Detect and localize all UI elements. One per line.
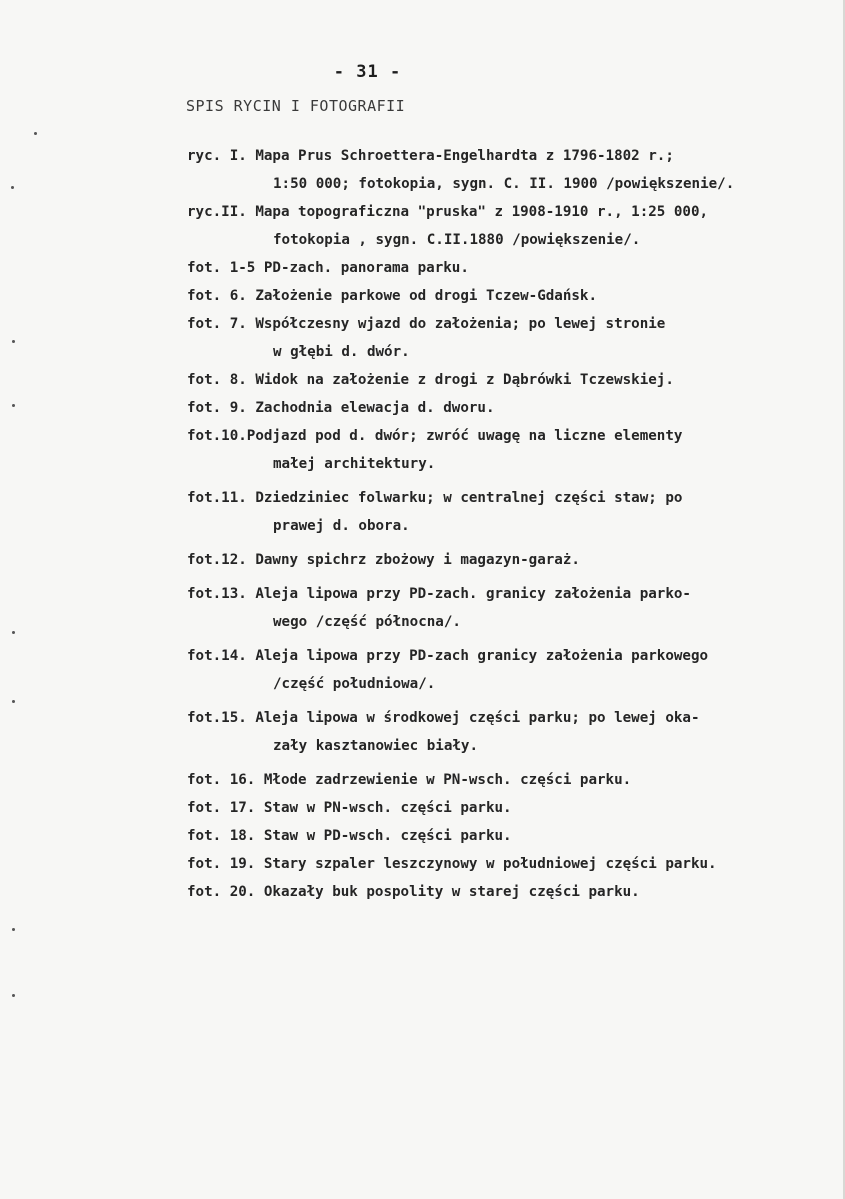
- entry-line: fot.15. Aleja lipowa w środkowej części parku; po lewej oka-: [187, 710, 700, 726]
- list-item: [187, 850, 837, 878]
- entry-line-continued: małej architektury.: [273, 456, 436, 472]
- list-item: [187, 142, 837, 198]
- entry-line: fot. 6. Założenie parkowe od drogi Tczew-Gdańsk.: [187, 288, 597, 304]
- entry-line: fot.13. Aleja lipowa przy PD-zach. granicy założenia parko-: [187, 586, 691, 602]
- scan-speck: [12, 700, 15, 703]
- entry-line: fot. 1-5 PD-zach. panorama parku.: [187, 260, 469, 276]
- scan-speck: [12, 994, 15, 997]
- list-item: [187, 580, 837, 636]
- list-heading: SPIS RYCIN I FOTOGRAFII: [186, 97, 406, 115]
- entry-line: fot.10.Podjazd pod d. dwór; zwróć uwagę na liczne elementy: [187, 428, 683, 444]
- entry-line-continued: wego /część północna/.: [273, 614, 461, 630]
- scan-speck: [12, 928, 15, 931]
- entry-line: fot. 8. Widok na założenie z drogi z Dąbrówki Tczewskiej.: [187, 372, 674, 388]
- entry-line: fot. 17. Staw w PN-wsch. części parku.: [187, 800, 512, 816]
- list-item: [187, 394, 837, 422]
- entry-line: fot.12. Dawny spichrz zbożowy i magazyn-garaż.: [187, 552, 580, 568]
- list-item: [187, 254, 837, 282]
- entry-line-continued: fotokopia , sygn. C.II.1880 /powiększenie/.: [273, 232, 641, 248]
- list-item: [187, 704, 837, 760]
- list-item: [187, 794, 837, 822]
- entry-line: fot. 7. Współczesny wjazd do założenia; po lewej stronie: [187, 316, 666, 332]
- entry-line: fot. 18. Staw w PD-wsch. części parku.: [187, 828, 512, 844]
- entry-line: fot. 16. Młode zadrzewienie w PN-wsch. części parku.: [187, 772, 632, 788]
- entry-line-continued: zały kasztanowiec biały.: [273, 738, 478, 754]
- list-item: [187, 642, 837, 698]
- scan-speck: [12, 340, 15, 343]
- scan-speck: [12, 631, 15, 634]
- list-item: [187, 766, 837, 794]
- list-item: [187, 822, 837, 850]
- entry-line: ryc.II. Mapa topograficzna "pruska" z 1908-1910 r., 1:25 000,: [187, 204, 709, 220]
- entry-line: ryc. I. Mapa Prus Schroettera-Engelhardta z 1796-1802 r.;: [187, 148, 674, 164]
- list-item: [187, 310, 837, 366]
- entry-line-continued: 1:50 000; fotokopia, sygn. C. II. 1900 /powiększenie/.: [273, 176, 735, 192]
- scan-speck: [12, 404, 15, 407]
- entry-line-continued: /część południowa/.: [273, 676, 436, 692]
- list-item: [187, 484, 837, 540]
- entry-line-continued: prawej d. obora.: [273, 518, 410, 534]
- entry-line: fot.14. Aleja lipowa przy PD-zach granicy założenia parkowego: [187, 648, 709, 664]
- entry-line-continued: w głębi d. dwór.: [273, 344, 410, 360]
- list-item: [187, 198, 837, 254]
- list-item: [187, 878, 837, 906]
- entry-line: fot.11. Dziedziniec folwarku; w centralnej części staw; po: [187, 490, 683, 506]
- page-number: - 31 -: [333, 62, 402, 82]
- list-item: [187, 546, 837, 574]
- entry-line: fot. 19. Stary szpaler leszczynowy w południowej części parku.: [187, 856, 717, 872]
- entry-line: fot. 20. Okazały buk pospolity w starej części parku.: [187, 884, 640, 900]
- entry-line: fot. 9. Zachodnia elewacja d. dworu.: [187, 400, 495, 416]
- scan-speck: [34, 132, 37, 135]
- scan-speck: [11, 186, 14, 189]
- list-item: [187, 422, 837, 478]
- list-item: [187, 366, 837, 394]
- figure-list: [187, 142, 837, 906]
- list-item: [187, 282, 837, 310]
